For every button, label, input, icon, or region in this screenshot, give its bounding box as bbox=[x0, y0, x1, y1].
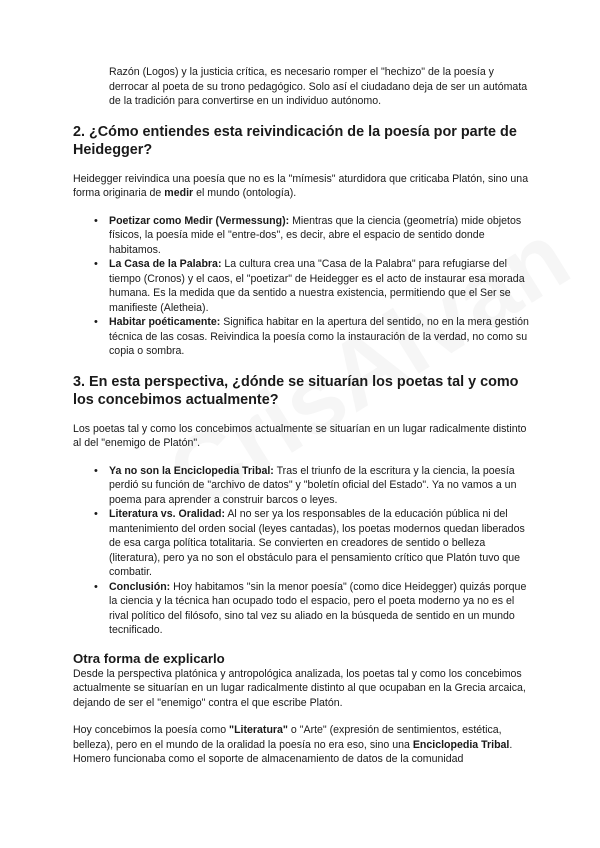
section-3-heading: 3. En esta perspectiva, ¿dónde se situarían los poetas tal y como los concebimos actualmente? bbox=[73, 373, 519, 408]
section-3-list bbox=[73, 464, 533, 638]
section-2-heading: 2. ¿Cómo entiendes esta reivindicación de la poesía por parte de Heidegger? bbox=[73, 123, 517, 158]
document-body bbox=[73, 65, 533, 767]
section-4-paragraph-2: Hoy concebimos la poesía como "Literatura" o "Arte" (expresión de sentimientos, estética, belleza), pero en el mundo de la oralidad la poesía no era eso, sino una Enciclopedia Tribal. Homero funcionaba como el soporte de almacenamiento de datos de la comunidad bbox=[73, 724, 513, 765]
list-item: • Literatura vs. Oralidad: Al no ser ya los responsables de la educación pública ni del mantenimiento del orden social (leyes cantadas), los poetas modernos quedan liberados de esa carga política totalitaria. Se convierten en creadores de sentido o belleza (literatura), pero ya no son el obstáculo para el pensamiento crítico que Platón tuvo que combatir. bbox=[109, 507, 533, 580]
section-3-paragraph: Los poetas tal y como los concebimos actualmente se situarían en un lugar radicalmente distinto al del "enemigo de Platón". bbox=[73, 422, 527, 449]
list-item: • Ya no son la Enciclopedia Tribal: Tras el triunfo de la escritura y la ciencia, la poesía perdió su función de "archivo de datos" y "boletín oficial del Estado". Ya no vamos a un poema para aprender a construir barcos o leyes. bbox=[109, 464, 533, 508]
list-item: • Poetizar como Medir (Vermessung): Mientras que la ciencia (geometría) mide objetos físicos, la poesía mide el "entre-dos", es decir, abre el espacio de sentido donde habitamos. bbox=[109, 214, 533, 258]
section-2-paragraph: Heidegger reivindica una poesía que no es la "mímesis" aturdidora que criticaba Platón, sino una forma originaria de medir el mundo (ontología). bbox=[73, 172, 529, 199]
section-4-paragraph-1: Desde la perspectiva platónica y antropológica analizada, los poetas tal y como los concebimos actualmente se situarían en un lugar radicalmente distinto al que ocupaban en la Grecia arcaica, dejando de ser el "enemigo" contra el que escribe Platón. bbox=[73, 667, 526, 709]
section-4-heading: Otra forma de explicarlo bbox=[73, 650, 225, 666]
intro-paragraph: Razón (Logos) y la justicia crítica, es necesario romper el "hechizo" de la poesía y derrocar al poeta de su trono pedagógico. Solo así el ciudadano deja de ser un autómata de la tradición para convertirse en un individuo autónomo. bbox=[109, 66, 528, 107]
list-item: • Habitar poéticamente: Significa habitar en la apertura del sentido, no en la mera gestión técnica de las cosas. Reivindica la poesía como la instauración de la verdad, no como su copia o sombra. bbox=[109, 315, 533, 359]
list-item: • La Casa de la Palabra: La cultura crea una "Casa de la Palabra" para refugiarse del tiempo (Cronos) y el caos, el "poetizar" de Heidegger es el acto de instaurar esa morada humana. Es la medida que da sentido a nuestra existencia, permitiendo que el Ser se manifieste (Aletheia). bbox=[109, 257, 533, 315]
section-2-list bbox=[73, 214, 533, 359]
list-item: • Conclusión: Hoy habitamos "sin la menor poesía" (como dice Heidegger) quizás porque la ciencia y la técnica han ocupado todo el espacio, pero el poeta moderno ya no es el rival político del filósofo, sino tal vez su aliado en la búsqueda de sentido en un mundo tecnificado. bbox=[109, 580, 533, 638]
